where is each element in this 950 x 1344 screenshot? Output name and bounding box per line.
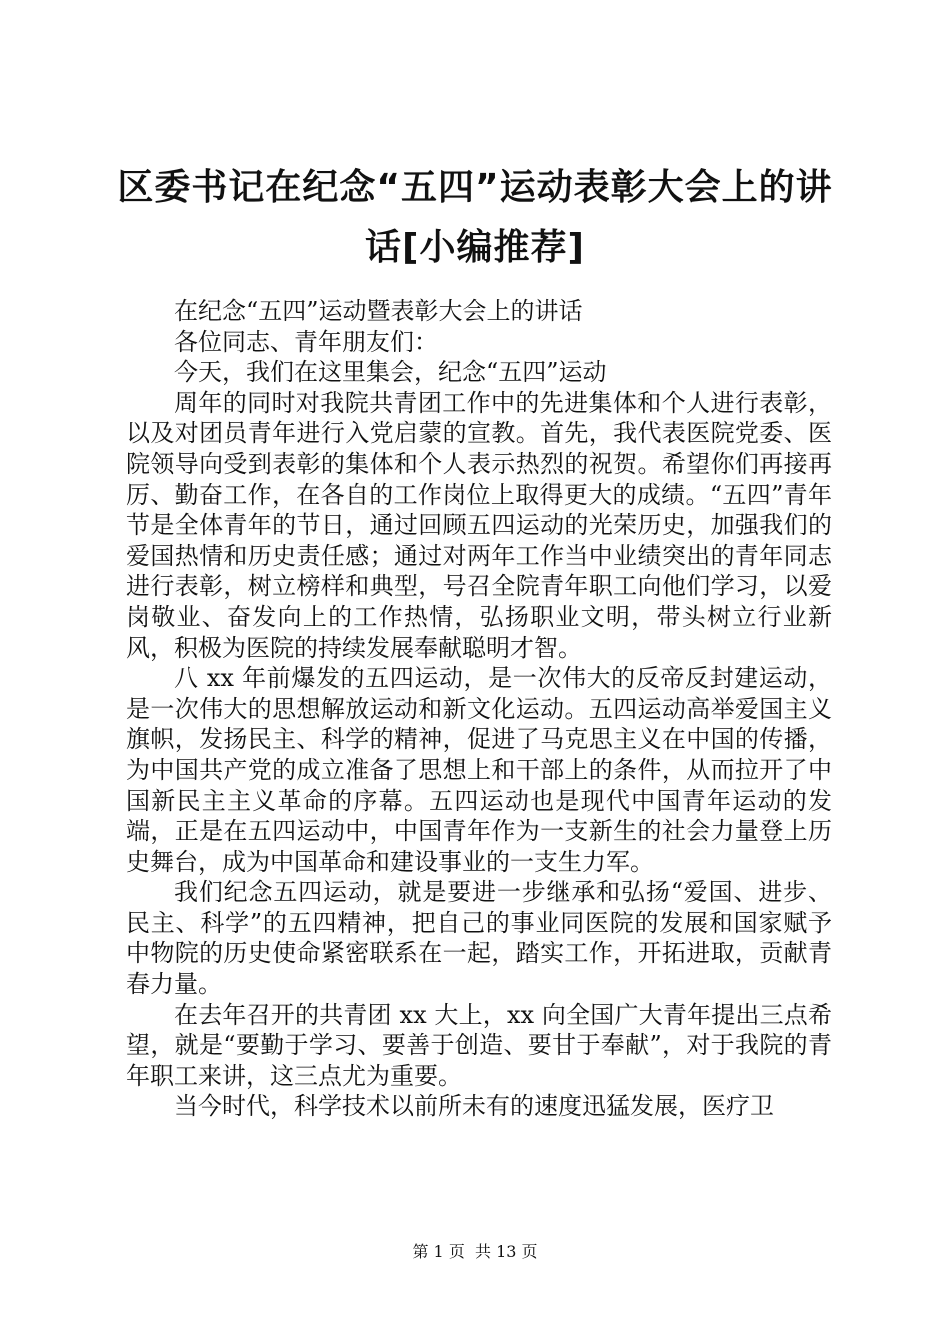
page-number-footer: 第 1 页 共 13 页 xyxy=(412,1242,538,1261)
paragraph-heading: 在纪念“五四”运动暨表彰大会上的讲话 xyxy=(174,297,583,325)
title-line-2: 话[小编推荐] xyxy=(365,227,585,268)
paragraph: 今天，我们在这里集会，纪念“五四”运动 xyxy=(174,358,607,387)
paragraph: 当今时代，科学技术以前所未有的速度迅猛发展，医疗卫 xyxy=(174,1092,774,1121)
paragraph: 周年的同时对我院共青团工作中的先进集体和个人进行表彰，以及对团员青年进行入党启蒙的宣教。首先，我代表医院党委、医院领导向受到表彰的集体和个人表示热烈的祝贺。希望你们再接再厉、勤奋工作，在各自的工作岗位上取得更大的成绩。“五四”青年节是全体青年的节日，通过回顾五四运动的光荣历史，加强我们的爱国热情和历史责任感；通过对两年工作当中业绩突出的青年同志进行表彰，树立榜样和典型，号召全院青年职工向他们学习，以爱岗敬业、奋发向上的工作热情，弘扬职业文明，带头树立行业新风，积极为医院的持续发展奉献聪明才智。 xyxy=(126,388,832,662)
paragraph: 在去年召开的共青团 xx 大上，xx 向全国广大青年提出三点希望，就是“要勤于学习、要善于创造、要甘于奉献”，对于我院的青年职工来讲，这三点尤为重要。 xyxy=(126,1000,832,1090)
document-body xyxy=(126,296,832,1122)
paragraph: 八 xx 年前爆发的五四运动，是一次伟大的反帝反封建运动，是一次伟大的思想解放运动和新文化运动。五四运动高举爱国主义旗帜，发扬民主、科学的精神，促进了马克思主义在中国的传播，为中国共产党的成立准备了思想上和干部上的条件，从而拉开了中国新民主主义革命的序幕。五四运动也是现代中国青年运动的发端，正是在五四运动中，中国青年作为一支新生的社会力量登上历史舞台，成为中国革命和建设事业的一支生力军。 xyxy=(126,664,832,876)
document-title xyxy=(100,158,850,278)
title-line-1: 区委书记在纪念“五四”运动表彰大会上的讲 xyxy=(117,167,833,208)
paragraph: 我们纪念五四运动，就是要进一步继承和弘扬“爱国、进步、民主、科学”的五四精神，把自己的事业同医院的发展和国家赋予中物院的历史使命紧密联系在一起，踏实工作，开拓进取，贡献青春力量。 xyxy=(126,878,832,999)
paragraph-salutation: 各位同志、青年朋友们： xyxy=(174,327,438,356)
